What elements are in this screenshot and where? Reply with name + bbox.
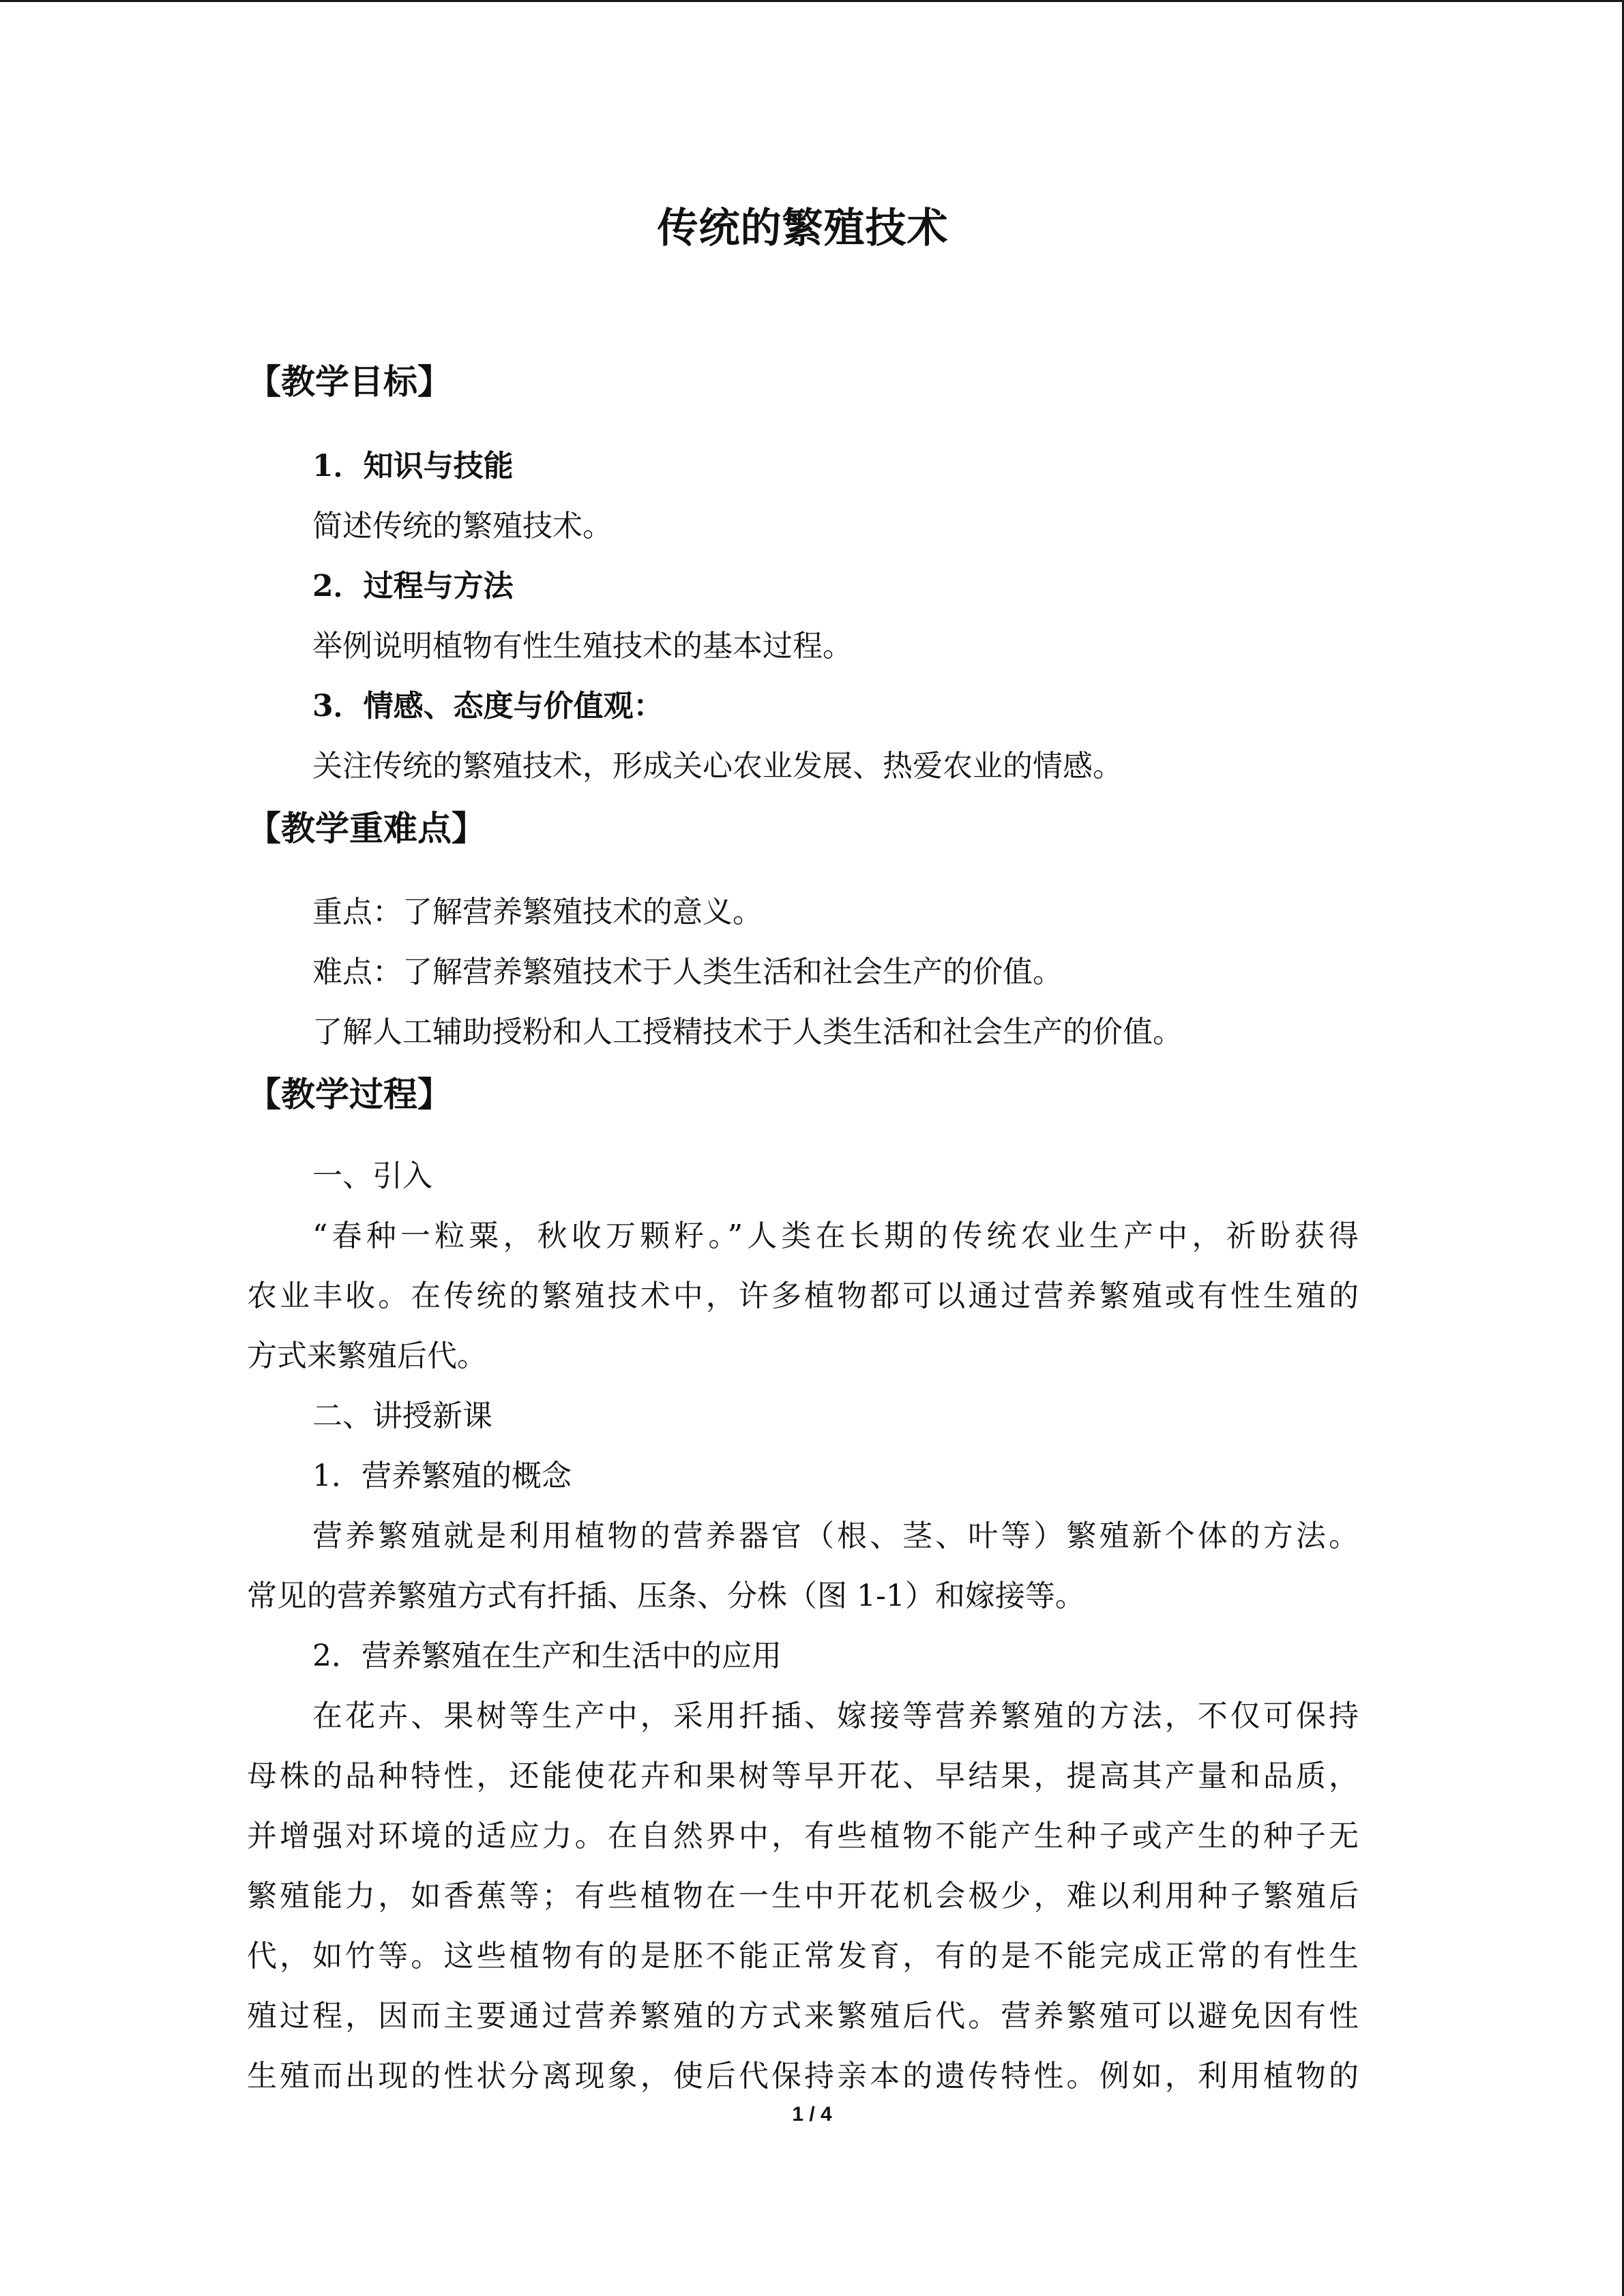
paragraph-line: 并增强对环境的适应力。在自然界中，有些植物不能产生种子或产生的种子无 [247, 1819, 1359, 1853]
paragraph-line: 方式来繁殖后代。 [247, 1339, 487, 1373]
paragraph-line: 营养繁殖就是利用植物的营养器官（根、茎、叶等）繁殖新个体的方法。 [312, 1519, 1359, 1553]
paragraph-line: 农业丰收。在传统的繁殖技术中，许多植物都可以通过营养繁殖或有性生殖的 [247, 1279, 1359, 1313]
section-heading-key-points: 【教学重难点】 [247, 808, 486, 848]
objective-label-2: 2．过程与方法 [312, 569, 514, 603]
document-title: 传统的繁殖技术 [657, 205, 949, 252]
intro-heading: 一、引入 [312, 1159, 432, 1193]
paragraph-line: 常见的营养繁殖方式有扦插、压条、分株（图 1-1）和嫁接等。 [247, 1579, 1085, 1613]
key-point-line: 重点：了解营养繁殖技术的意义。 [312, 895, 763, 929]
objective-text-3: 关注传统的繁殖技术，形成关心农业发展、热爱农业的情感。 [312, 749, 1123, 784]
subsection-heading-1: 1．营养繁殖的概念 [312, 1459, 572, 1493]
key-point-line: 了解人工辅助授粉和人工授精技术于人类生活和社会生产的价值。 [312, 1015, 1183, 1049]
paragraph-line: 代，如竹等。这些植物有的是胚不能正常发育，有的是不能完成正常的有性生 [247, 1939, 1359, 1973]
paragraph-line: 母株的品种特性，还能使花卉和果树等早开花、早结果，提高其产量和品质， [247, 1759, 1359, 1793]
top-border-line [0, 0, 1624, 2]
section-heading-process: 【教学过程】 [247, 1074, 452, 1114]
paragraph-line: 殖过程，因而主要通过营养繁殖的方式来繁殖后代。营养繁殖可以避免因有性 [247, 1999, 1359, 2033]
objective-label-3: 3．情感、态度与价值观： [312, 689, 664, 724]
paragraph-line: “春种一粒粟，秋收万颗籽。”人类在长期的传统农业生产中，祈盼获得 [312, 1219, 1359, 1253]
objective-text-1: 简述传统的繁殖技术。 [312, 509, 612, 543]
subsection-heading-2: 2．营养繁殖在生产和生活中的应用 [312, 1639, 782, 1673]
section-heading-objectives: 【教学目标】 [247, 361, 452, 402]
new-lesson-heading: 二、讲授新课 [312, 1399, 492, 1433]
objective-label-1: 1．知识与技能 [312, 449, 514, 483]
paragraph-line: 在花卉、果树等生产中，采用扦插、嫁接等营养繁殖的方法，不仅可保持 [312, 1699, 1359, 1733]
objective-text-2: 举例说明植物有性生殖技术的基本过程。 [312, 629, 853, 664]
page-number: 1 / 4 [792, 2103, 832, 2126]
paragraph-line: 繁殖能力，如香蕉等；有些植物在一生中开花机会极少，难以利用种子繁殖后 [247, 1879, 1359, 1913]
key-point-line: 难点：了解营养繁殖技术于人类生活和社会生产的价值。 [312, 955, 1063, 989]
paragraph-line: 生殖而出现的性状分离现象，使后代保持亲本的遗传特性。例如，利用植物的 [247, 2059, 1359, 2093]
